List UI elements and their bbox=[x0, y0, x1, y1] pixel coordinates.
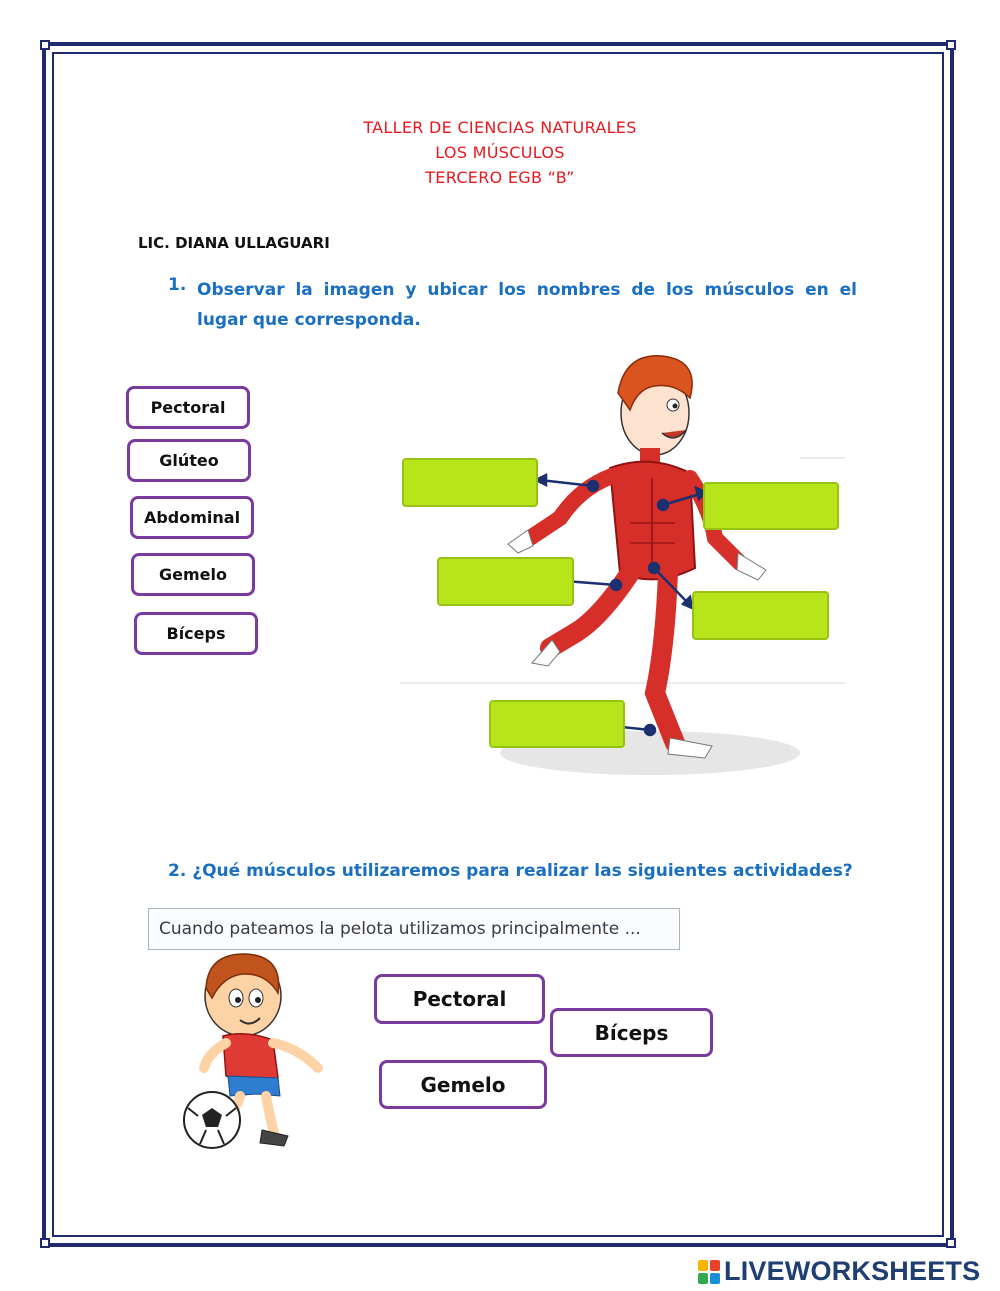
question-2-prompt: Cuando pateamos la pelota utilizamos principalmente ... bbox=[148, 908, 680, 950]
frame-corner bbox=[946, 40, 956, 50]
logo-square bbox=[710, 1273, 720, 1284]
frame-corner bbox=[40, 40, 50, 50]
frame-corner bbox=[946, 1238, 956, 1248]
liveworksheets-wordmark: LIVEWORKSHEETS bbox=[724, 1256, 981, 1286]
drop-slot-3[interactable] bbox=[437, 557, 574, 606]
worksheet-topic: LOS MÚSCULOS bbox=[435, 143, 565, 162]
logo-square bbox=[710, 1260, 720, 1271]
liveworksheets-mark-icon bbox=[698, 1260, 720, 1284]
frame-corner bbox=[40, 1238, 50, 1248]
option-gemelo[interactable]: Gemelo bbox=[379, 1060, 547, 1109]
question-1-number: 1. bbox=[168, 275, 187, 295]
question-1-text: Observar la imagen y ubicar los nombres de los músculos en el lugar que corresponda. bbox=[197, 280, 857, 330]
logo-square bbox=[698, 1260, 708, 1271]
question-2-text: 2. ¿Qué músculos utilizaremos para realizar las siguientes actividades? bbox=[168, 861, 853, 881]
drop-slot-5[interactable] bbox=[489, 700, 625, 748]
liveworksheets-logo bbox=[698, 1256, 980, 1287]
word-biceps[interactable]: Bíceps bbox=[134, 612, 258, 655]
option-pectoral[interactable]: Pectoral bbox=[374, 974, 545, 1024]
drop-slot-2[interactable] bbox=[703, 482, 839, 530]
word-abdominal[interactable]: Abdominal bbox=[130, 496, 254, 539]
word-gluteo[interactable]: Glúteo bbox=[127, 439, 251, 482]
worksheet-title: TALLER DE CIENCIAS NATURALES bbox=[363, 118, 637, 137]
option-biceps[interactable]: Bíceps bbox=[550, 1008, 713, 1057]
worksheet-grade: TERCERO EGB “B” bbox=[425, 168, 575, 187]
drop-slot-1[interactable] bbox=[402, 458, 538, 507]
kid-kicking-ball-illustration bbox=[178, 948, 338, 1153]
drop-slot-4[interactable] bbox=[692, 591, 829, 640]
word-pectoral[interactable]: Pectoral bbox=[126, 386, 250, 429]
logo-square bbox=[698, 1273, 708, 1284]
word-gemelo[interactable]: Gemelo bbox=[131, 553, 255, 596]
teacher-name: LIC. DIANA ULLAGUARI bbox=[138, 234, 330, 252]
